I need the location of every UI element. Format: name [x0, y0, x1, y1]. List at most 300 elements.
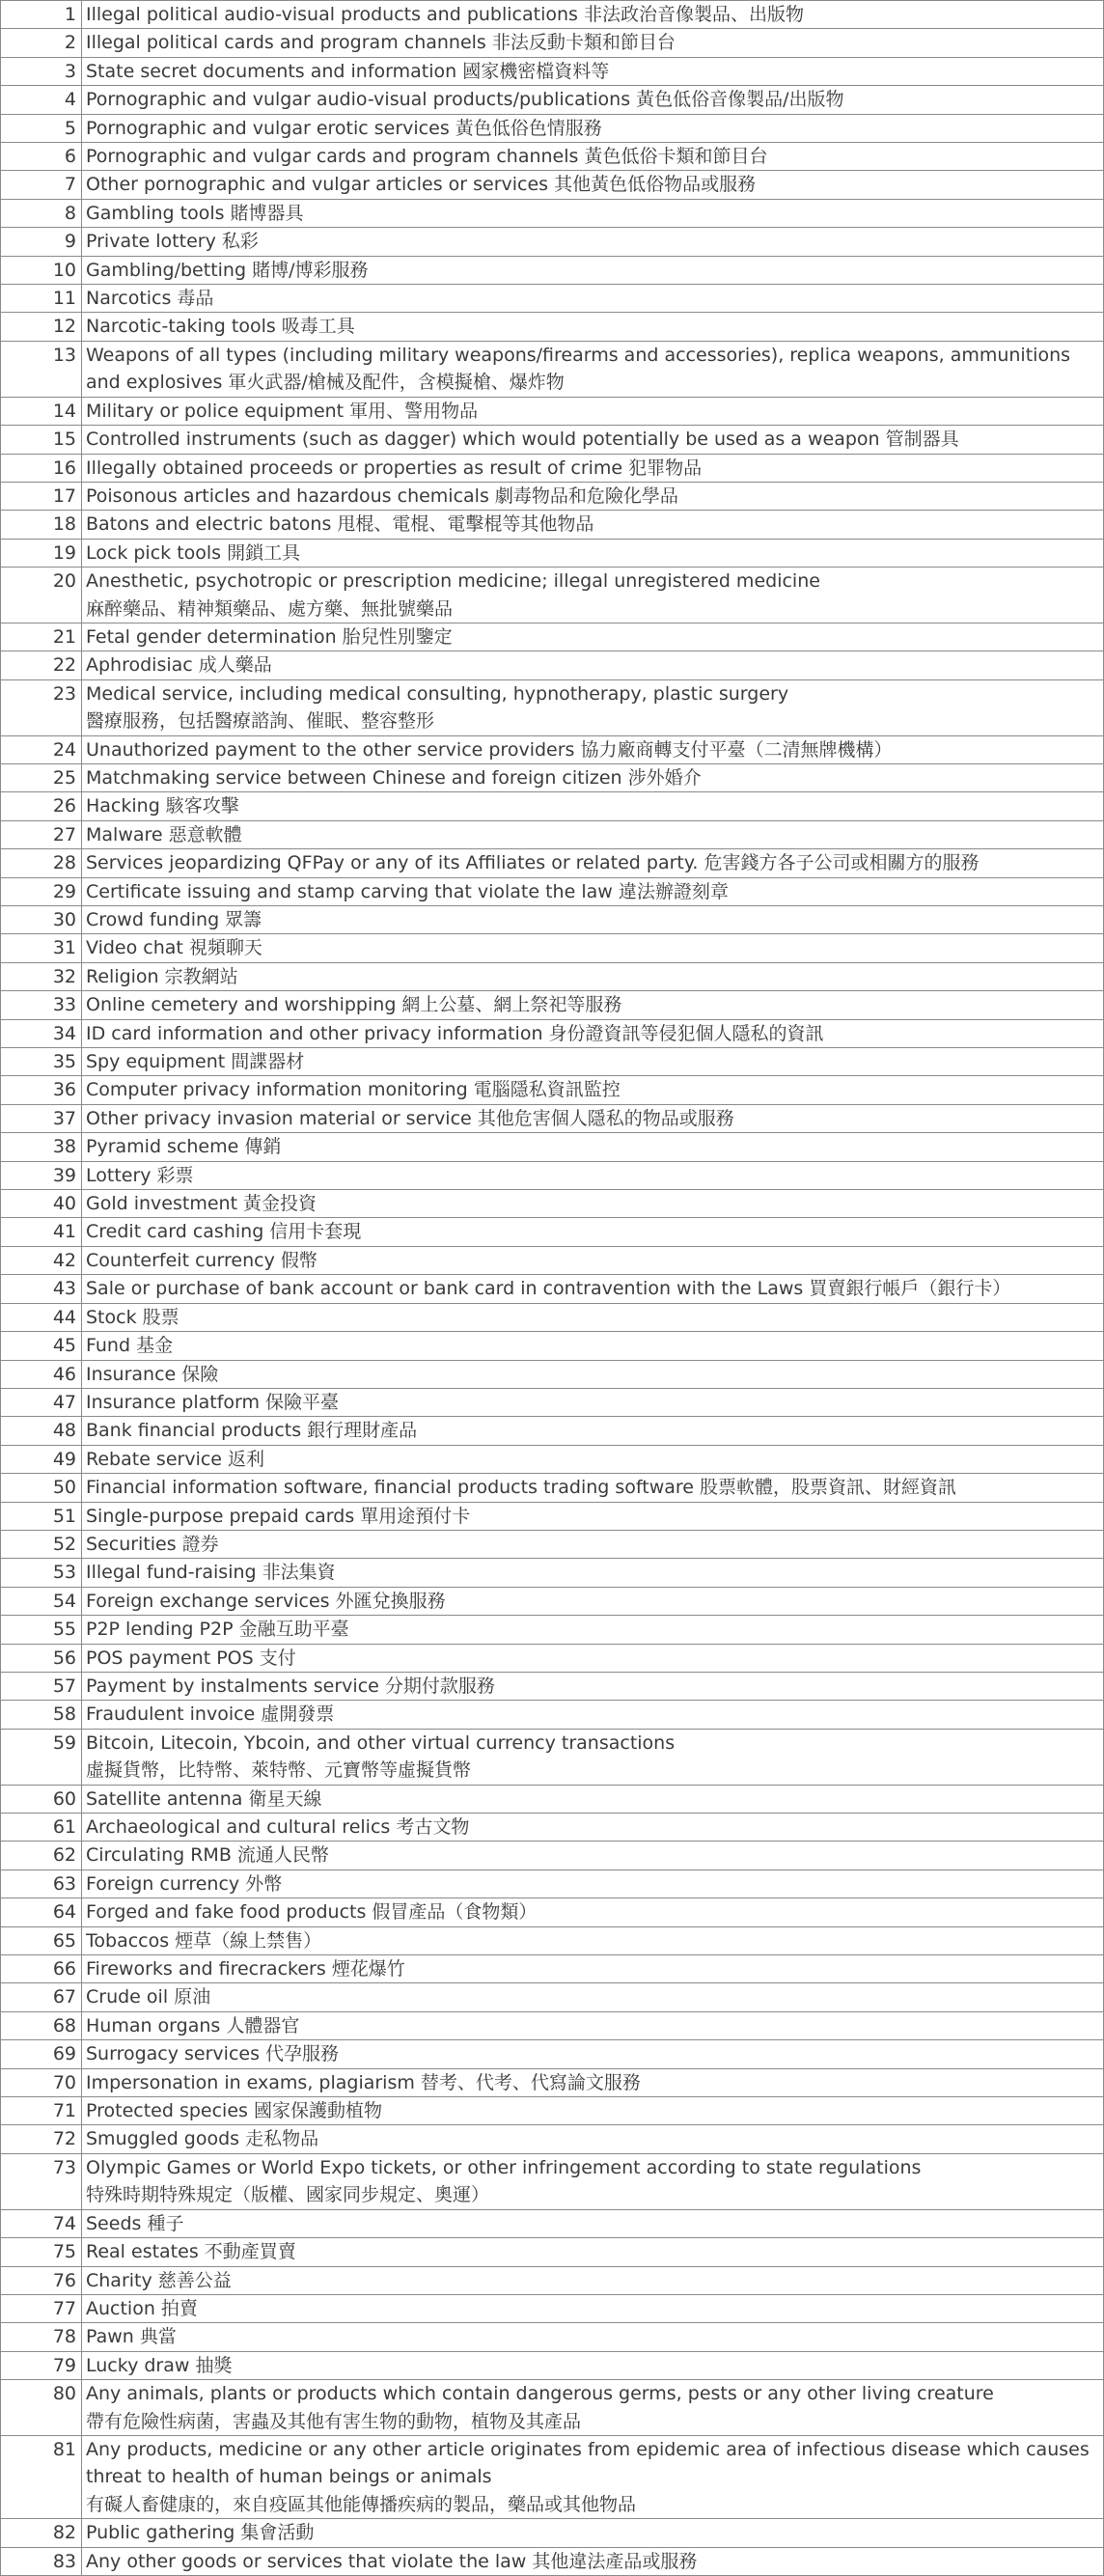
row-number: 27 [1, 820, 82, 848]
row-number: 3 [1, 57, 82, 85]
row-item-description [82, 171, 1104, 199]
item-text-line: Crowd funding 眾籌 [86, 909, 262, 930]
row-number: 34 [1, 1019, 82, 1047]
table-row [1, 1955, 1104, 1983]
row-number: 41 [1, 1218, 82, 1246]
row-item-description [82, 1275, 1104, 1303]
table-row [1, 906, 1104, 934]
table-row [1, 539, 1104, 567]
table-row [1, 1332, 1104, 1360]
item-text-line: Pyramid scheme 傳銷 [86, 1136, 282, 1158]
row-number: 66 [1, 1955, 82, 1983]
row-item-description [82, 623, 1104, 651]
table-row [1, 313, 1104, 341]
row-item-description [82, 1644, 1104, 1672]
row-item-description [82, 313, 1104, 341]
table-row [1, 1048, 1104, 1076]
item-text-line: Computer privacy information monitoring 電腦隱私資訊監控 [86, 1079, 621, 1101]
row-item-description [82, 1530, 1104, 1558]
row-number: 29 [1, 877, 82, 905]
table-row [1, 1360, 1104, 1388]
row-number: 23 [1, 679, 82, 735]
row-number: 16 [1, 454, 82, 482]
item-text-line: Financial information software, financial products trading software 股票軟體，股票資訊、財經資訊 [86, 1477, 957, 1499]
item-text-line: 特殊時期特殊規定（版權、國家同步規定、奧運） [86, 2184, 490, 2206]
row-item-description [82, 1926, 1104, 1954]
row-number: 62 [1, 1842, 82, 1870]
row-number: 50 [1, 1474, 82, 1502]
row-number: 2 [1, 29, 82, 57]
table-row [1, 1161, 1104, 1189]
row-number: 36 [1, 1076, 82, 1104]
row-number: 53 [1, 1559, 82, 1587]
table-row [1, 2040, 1104, 2068]
row-item-description [82, 1729, 1104, 1785]
table-row [1, 454, 1104, 482]
row-item-description [82, 991, 1104, 1019]
item-text-line: 帶有危險性病菌，害蟲及其他有害生物的動物，植物及其產品 [86, 2410, 582, 2432]
row-item-description [82, 1785, 1104, 1813]
row-number: 11 [1, 285, 82, 313]
table-row [1, 1474, 1104, 1502]
item-text-line: Sale or purchase of bank account or bank card in contravention with the Laws 買賣銀行帳戶（銀行卡） [86, 1278, 1011, 1300]
item-text-line: Other privacy invasion material or service 其他危害個人隱私的物品或服務 [86, 1107, 734, 1129]
row-number: 74 [1, 2209, 82, 2237]
row-item-description [82, 1701, 1104, 1729]
item-text-line: Securities 證券 [86, 1533, 219, 1555]
item-text-line: State secret documents and information 國家機密檔資料等 [86, 60, 610, 82]
table-row [1, 2153, 1104, 2209]
row-number: 77 [1, 2294, 82, 2322]
row-item-description [82, 962, 1104, 990]
item-text-line: Circulating RMB 流通人民幣 [86, 1844, 329, 1867]
item-text-line: Fraudulent invoice 虛開發票 [86, 1703, 335, 1726]
item-text-line: Auction 拍賣 [86, 2297, 198, 2319]
table-row [1, 849, 1104, 877]
row-item-description [82, 568, 1104, 623]
row-item-description [82, 341, 1104, 397]
row-item-description [82, 143, 1104, 171]
row-number: 9 [1, 228, 82, 256]
row-item-description [82, 397, 1104, 425]
row-item-description [82, 1955, 1104, 1983]
item-text-line: Aphrodisiac 成人藥品 [86, 654, 272, 677]
item-text-line: Services jeopardizing QFPay or any of its Affiliates or related party. 危害錢方各子公司或相關方的服務 [86, 852, 980, 874]
row-number: 39 [1, 1161, 82, 1189]
row-number: 37 [1, 1104, 82, 1132]
item-text-line: Spy equipment 間諜器材 [86, 1051, 305, 1073]
row-number: 1 [1, 1, 82, 29]
row-number: 56 [1, 1644, 82, 1672]
table-row [1, 735, 1104, 763]
table-row [1, 511, 1104, 539]
row-item-description [82, 2040, 1104, 2068]
table-row [1, 1502, 1104, 1530]
table-row [1, 1076, 1104, 1104]
row-item-description [82, 1870, 1104, 1897]
item-text-line: Single-purpose prepaid cards 單用途預付卡 [86, 1505, 471, 1527]
table-row [1, 143, 1104, 171]
row-item-description [82, 2351, 1104, 2379]
table-row [1, 1701, 1104, 1729]
row-number: 64 [1, 1898, 82, 1926]
table-row [1, 1842, 1104, 1870]
item-text-line: Certificate issuing and stamp carving that violate the law 違法辦證刻章 [86, 880, 729, 902]
row-number: 69 [1, 2040, 82, 2068]
item-text-line: Video chat 視頻聊天 [86, 937, 262, 959]
row-item-description [82, 1983, 1104, 2011]
table-row [1, 285, 1104, 313]
table-row [1, 763, 1104, 791]
row-item-description [82, 2266, 1104, 2294]
row-number: 30 [1, 906, 82, 934]
row-number: 70 [1, 2068, 82, 2096]
item-text-line: Narcotics 毒品 [86, 288, 214, 310]
item-text-line: P2P lending P2P 金融互助平臺 [86, 1619, 349, 1641]
item-text-line: Military or police equipment 軍用、警用物品 [86, 400, 479, 422]
item-text-line: Any animals, plants or products which contain dangerous germs, pests or any other living creature [86, 2383, 994, 2405]
row-item-description [82, 2153, 1104, 2209]
row-number: 33 [1, 991, 82, 1019]
table-row [1, 482, 1104, 510]
row-number: 25 [1, 763, 82, 791]
item-text-line: Illegal political cards and program channels 非法反動卡類和節目台 [86, 32, 676, 54]
table-row [1, 1218, 1104, 1246]
row-number: 20 [1, 568, 82, 623]
row-number: 46 [1, 1360, 82, 1388]
item-text-line: Unauthorized payment to the other service providers 協力廠商轉支付平臺（二清無牌機構） [86, 738, 893, 761]
item-text-line: Forged and fake food products 假冒產品（食物類） [86, 1901, 538, 1924]
row-item-description [82, 1672, 1104, 1700]
row-number: 12 [1, 313, 82, 341]
table-row [1, 1417, 1104, 1445]
item-text-line: Archaeological and cultural relics 考古文物 [86, 1816, 470, 1838]
item-text-line: ID card information and other privacy information 身份證資訊等侵犯個人隱私的資訊 [86, 1022, 824, 1044]
item-text-line: Online cemetery and worshipping 網上公墓、網上祭祀等服務 [86, 994, 622, 1016]
row-number: 35 [1, 1048, 82, 1076]
row-number: 67 [1, 1983, 82, 2011]
item-text-line: Gambling tools 賭博器具 [86, 202, 304, 224]
row-item-description [82, 256, 1104, 284]
item-text-line: Hacking 駭客攻擊 [86, 795, 239, 817]
row-item-description [82, 651, 1104, 679]
table-row [1, 2351, 1104, 2379]
item-text-line: Matchmaking service between Chinese and foreign citizen 涉外婚介 [86, 766, 702, 789]
table-row [1, 1672, 1104, 1700]
row-number: 68 [1, 2011, 82, 2039]
row-number: 60 [1, 1785, 82, 1813]
item-text-line: Olympic Games or World Expo tickets, or other infringement according to state regulations [86, 2156, 922, 2178]
table-row [1, 2519, 1104, 2547]
row-item-description [82, 1161, 1104, 1189]
row-item-description [82, 285, 1104, 313]
prohibited-items-body [1, 1, 1104, 2576]
table-row [1, 397, 1104, 425]
item-text-line: Weapons of all types (including military weapons/firearms and accessories), replica weapons, ammunitions and explosives 軍火武器/槍械及配件，含模擬槍、爆炸物 [86, 344, 1071, 394]
table-row [1, 228, 1104, 256]
row-item-description [82, 2294, 1104, 2322]
table-row [1, 2294, 1104, 2322]
item-text-line: Illegal fund-raising 非法集資 [86, 1562, 336, 1584]
item-text-line: Bank financial products 銀行理財產品 [86, 1420, 418, 1442]
table-row [1, 1190, 1104, 1218]
row-number: 8 [1, 199, 82, 227]
table-row [1, 962, 1104, 990]
row-number: 44 [1, 1303, 82, 1331]
table-row [1, 2266, 1104, 2294]
row-number: 21 [1, 623, 82, 651]
row-item-description [82, 426, 1104, 454]
item-text-line: Malware 惡意軟體 [86, 823, 242, 845]
row-number: 59 [1, 1729, 82, 1785]
row-number: 47 [1, 1388, 82, 1416]
row-item-description [82, 29, 1104, 57]
table-row [1, 1246, 1104, 1274]
table-row [1, 991, 1104, 1019]
item-text-line: Gold investment 黃金投資 [86, 1193, 317, 1215]
item-text-line: Surrogacy services 代孕服務 [86, 2043, 340, 2065]
row-item-description [82, 1842, 1104, 1870]
row-number: 76 [1, 2266, 82, 2294]
row-number: 43 [1, 1275, 82, 1303]
row-number: 75 [1, 2238, 82, 2266]
row-number: 18 [1, 511, 82, 539]
table-row [1, 1559, 1104, 1587]
row-number: 81 [1, 2435, 82, 2518]
item-text-line: Pawn 典當 [86, 2326, 177, 2348]
table-row [1, 199, 1104, 227]
row-item-description [82, 679, 1104, 735]
row-number: 49 [1, 1445, 82, 1473]
row-item-description [82, 1, 1104, 29]
row-number: 42 [1, 1246, 82, 1274]
row-number: 58 [1, 1701, 82, 1729]
table-row [1, 651, 1104, 679]
table-row [1, 2380, 1104, 2436]
row-number: 78 [1, 2323, 82, 2351]
item-text-line: Fireworks and firecrackers 煙花爆竹 [86, 1958, 405, 1980]
item-text-line: Protected species 國家保護動植物 [86, 2100, 382, 2122]
row-number: 52 [1, 1530, 82, 1558]
table-row [1, 2209, 1104, 2237]
table-row [1, 1388, 1104, 1416]
item-text-line: Controlled instruments (such as dagger) which would potentially be used as a weapon 管制器具 [86, 429, 959, 451]
item-text-line: Public gathering 集會活動 [86, 2522, 315, 2544]
row-item-description [82, 482, 1104, 510]
row-number: 38 [1, 1133, 82, 1161]
item-text-line: Pornographic and vulgar audio-visual products/publications 黃色低俗音像製品/出版物 [86, 89, 844, 111]
row-item-description [82, 228, 1104, 256]
row-item-description [82, 1417, 1104, 1445]
row-number: 4 [1, 86, 82, 114]
table-row [1, 1587, 1104, 1615]
table-row [1, 29, 1104, 57]
row-item-description [82, 2380, 1104, 2436]
item-text-line: Poisonous articles and hazardous chemicals 劇毒物品和危險化學品 [86, 485, 678, 507]
item-text-line: Human organs 人體器官 [86, 2014, 300, 2036]
row-item-description [82, 2435, 1104, 2518]
row-item-description [82, 1133, 1104, 1161]
table-row [1, 934, 1104, 962]
item-text-line: Any other goods or services that violate the law 其他違法產品或服務 [86, 2550, 698, 2572]
table-row [1, 171, 1104, 199]
row-number: 45 [1, 1332, 82, 1360]
row-number: 57 [1, 1672, 82, 1700]
table-row [1, 2435, 1104, 2518]
table-row [1, 877, 1104, 905]
item-text-line: Fetal gender determination 胎兒性別鑒定 [86, 625, 453, 648]
item-text-line: Anesthetic, psychotropic or prescription medicine; illegal unregistered medicine [86, 570, 820, 593]
item-text-line: Insurance 保險 [86, 1363, 219, 1385]
item-text-line: Credit card cashing 信用卡套現 [86, 1221, 362, 1243]
row-number: 32 [1, 962, 82, 990]
item-text-line: 麻醉藥品、精神類藥品、處方藥、無批號藥品 [86, 597, 454, 620]
row-item-description [82, 2011, 1104, 2039]
item-text-line: Batons and electric batons 甩棍、電棍、電擊棍等其他物品 [86, 513, 594, 536]
row-item-description [82, 2547, 1104, 2575]
table-row [1, 1785, 1104, 1813]
table-row [1, 114, 1104, 142]
row-number: 79 [1, 2351, 82, 2379]
item-text-line: Illegally obtained proceeds or properties as result of crime 犯罪物品 [86, 457, 703, 479]
row-item-description [82, 2125, 1104, 2153]
item-text-line: Pornographic and vulgar erotic services 黃色低俗色情服務 [86, 117, 602, 139]
row-item-description [82, 1104, 1104, 1132]
row-number: 31 [1, 934, 82, 962]
table-row [1, 256, 1104, 284]
table-row [1, 792, 1104, 820]
row-item-description [82, 2519, 1104, 2547]
table-row [1, 1133, 1104, 1161]
item-text-line: Private lottery 私彩 [86, 231, 259, 253]
table-row [1, 1019, 1104, 1047]
table-row [1, 86, 1104, 114]
item-text-line: Gambling/betting 賭博/博彩服務 [86, 259, 369, 281]
row-item-description [82, 86, 1104, 114]
table-row [1, 1983, 1104, 2011]
item-text-line: Foreign exchange services 外匯兌換服務 [86, 1590, 446, 1612]
row-number: 24 [1, 735, 82, 763]
table-row [1, 568, 1104, 623]
row-item-description [82, 1019, 1104, 1047]
row-item-description [82, 2209, 1104, 2237]
row-item-description [82, 1246, 1104, 1274]
row-number: 28 [1, 849, 82, 877]
item-text-line: Tobaccos 煙草（線上禁售） [86, 1929, 322, 1952]
row-number: 71 [1, 2097, 82, 2125]
row-number: 26 [1, 792, 82, 820]
table-row [1, 820, 1104, 848]
row-item-description [82, 511, 1104, 539]
item-text-line: Seeds 種子 [86, 2212, 184, 2234]
row-number: 14 [1, 397, 82, 425]
item-text-line: 有礙人畜健康的，來自疫區其他能傳播疾病的製品，藥品或其他物品 [86, 2493, 637, 2515]
row-item-description [82, 1360, 1104, 1388]
table-row [1, 1616, 1104, 1644]
table-row [1, 1898, 1104, 1926]
row-item-description [82, 735, 1104, 763]
item-text-line: Charity 慈善公益 [86, 2269, 232, 2291]
table-row [1, 1814, 1104, 1842]
table-row [1, 679, 1104, 735]
item-text-line: Illegal political audio-visual products and publications 非法政治音像製品、出版物 [86, 4, 804, 25]
item-text-line: Foreign currency 外幣 [86, 1872, 283, 1895]
table-row [1, 1729, 1104, 1785]
row-item-description [82, 906, 1104, 934]
item-text-line: Medical service, including medical consulting, hypnotherapy, plastic surgery [86, 682, 789, 705]
item-text-line: POS payment POS 支付 [86, 1647, 296, 1669]
table-row [1, 2125, 1104, 2153]
row-item-description [82, 2323, 1104, 2351]
item-text-line: Fund 基金 [86, 1335, 174, 1357]
row-item-description [82, 1388, 1104, 1416]
row-number: 63 [1, 1870, 82, 1897]
row-number: 15 [1, 426, 82, 454]
row-number: 10 [1, 256, 82, 284]
table-row [1, 2011, 1104, 2039]
item-text-line: Counterfeit currency 假幣 [86, 1249, 317, 1271]
row-item-description [82, 1445, 1104, 1473]
row-item-description [82, 114, 1104, 142]
item-text-line: Impersonation in exams, plagiarism 替考、代考、代寫論文服務 [86, 2071, 641, 2093]
row-number: 80 [1, 2380, 82, 2436]
table-row [1, 1275, 1104, 1303]
row-number: 82 [1, 2519, 82, 2547]
row-item-description [82, 539, 1104, 567]
row-number: 48 [1, 1417, 82, 1445]
row-item-description [82, 792, 1104, 820]
table-row [1, 1644, 1104, 1672]
row-item-description [82, 1076, 1104, 1104]
table-row [1, 2097, 1104, 2125]
row-number: 51 [1, 1502, 82, 1530]
table-row [1, 1530, 1104, 1558]
item-text-line: Insurance platform 保險平臺 [86, 1391, 340, 1413]
item-text-line: 醫療服務，包括醫療諮詢、催眠、整容整形 [86, 710, 435, 733]
row-item-description [82, 1814, 1104, 1842]
item-text-line: Real estates 不動產買賣 [86, 2241, 296, 2263]
row-number: 5 [1, 114, 82, 142]
item-text-line: Lucky draw 抽獎 [86, 2354, 233, 2376]
row-item-description [82, 1616, 1104, 1644]
row-item-description [82, 849, 1104, 877]
row-item-description [82, 2097, 1104, 2125]
table-row [1, 1870, 1104, 1897]
row-item-description [82, 2238, 1104, 2266]
row-number: 7 [1, 171, 82, 199]
row-number: 54 [1, 1587, 82, 1615]
table-row [1, 1104, 1104, 1132]
row-number: 83 [1, 2547, 82, 2575]
item-text-line: Religion 宗教網站 [86, 965, 238, 987]
item-text-line: Pornographic and vulgar cards and program channels 黃色低俗卡類和節目台 [86, 146, 768, 168]
item-text-line: 虛擬貨幣，比特幣、萊特幣、元寶幣等虛擬貨幣 [86, 1759, 472, 1782]
table-row [1, 1926, 1104, 1954]
item-text-line: Any products, medicine or any other article originates from epidemic area of infectious disease which causes threat to health of human beings or animals [86, 2438, 1090, 2488]
row-number: 73 [1, 2153, 82, 2209]
item-text-line: Crude oil 原油 [86, 1986, 211, 2008]
row-item-description [82, 1559, 1104, 1587]
row-item-description [82, 820, 1104, 848]
row-item-description [82, 1303, 1104, 1331]
row-item-description [82, 934, 1104, 962]
row-item-description [82, 1218, 1104, 1246]
item-text-line: Lock pick tools 開鎖工具 [86, 541, 301, 564]
table-row [1, 2323, 1104, 2351]
item-text-line: Satellite antenna 衛星天線 [86, 1787, 322, 1810]
item-text-line: Smuggled goods 走私物品 [86, 2128, 319, 2150]
row-item-description [82, 1332, 1104, 1360]
